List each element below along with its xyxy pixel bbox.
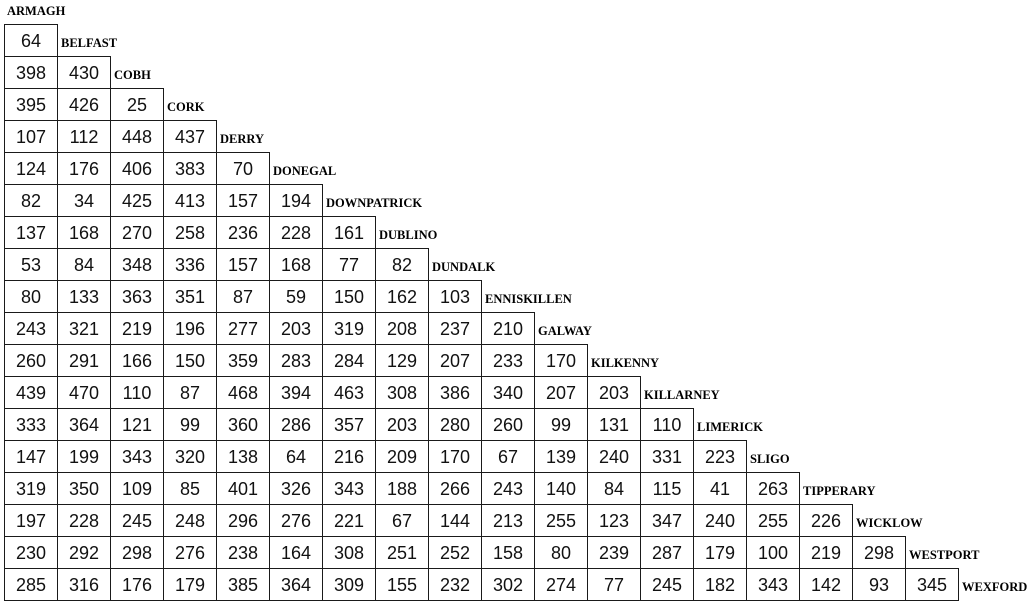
distance-cell-killarney-donegal: 394 [269,376,323,409]
distance-cell-cork-belfast: 426 [57,88,111,121]
city-label-killarney: KILLARNEY [644,388,720,402]
city-label-donegal: DONEGAL [273,164,337,178]
city-label-enniskillen: ENNISKILLEN [485,292,572,306]
distance-cell-galway-dundalk: 237 [428,312,482,345]
city-label-cobh: COBH [114,68,151,82]
distance-cell-killarney-armagh: 439 [4,376,58,409]
distance-cell-wicklow-sligo: 255 [746,504,800,537]
distance-cell-limerick-dundalk: 280 [428,408,482,441]
distance-cell-limerick-killarney: 110 [640,408,694,441]
distance-cell-wexford-armagh: 285 [4,568,58,601]
distance-cell-killarney-belfast: 470 [57,376,111,409]
distance-cell-westport-armagh: 230 [4,536,58,569]
distance-cell-westport-enniskillen: 158 [481,536,535,569]
city-label-dublino: DUBLINO [379,228,438,242]
distance-cell-kilkenny-dublino: 129 [375,344,429,377]
distance-cell-wicklow-dublino: 67 [375,504,429,537]
distance-cell-limerick-derry: 360 [216,408,270,441]
distance-cell-enniskillen-dundalk: 103 [428,280,482,313]
distance-cell-cork-cobh: 25 [110,88,164,121]
distance-cell-wicklow-tipperary: 226 [799,504,853,537]
distance-cell-donegal-belfast: 176 [57,152,111,185]
distance-cell-limerick-downpatrick: 357 [322,408,376,441]
distance-cell-wexford-dublino: 155 [375,568,429,601]
distance-cell-wexford-limerick: 182 [693,568,747,601]
distance-cell-cork-armagh: 395 [4,88,58,121]
city-label-cork: CORK [167,100,205,114]
distance-cell-belfast-armagh: 64 [4,24,58,57]
distance-cell-galway-downpatrick: 319 [322,312,376,345]
distance-cell-wicklow-limerick: 240 [693,504,747,537]
distance-cell-wexford-kilkenny: 77 [587,568,641,601]
distance-cell-sligo-galway: 139 [534,440,588,473]
distance-cell-westport-wicklow: 298 [852,536,906,569]
distance-cell-enniskillen-dublino: 162 [375,280,429,313]
distance-cell-kilkenny-enniskillen: 233 [481,344,535,377]
distance-cell-downpatrick-cork: 413 [163,184,217,217]
distance-cell-tipperary-donegal: 326 [269,472,323,505]
city-label-derry: DERRY [220,132,265,146]
distance-cell-westport-limerick: 179 [693,536,747,569]
city-label-wexford: WEXFORD [962,580,1028,594]
distance-cell-wexford-dundalk: 232 [428,568,482,601]
distance-cell-limerick-enniskillen: 260 [481,408,535,441]
distance-cell-kilkenny-donegal: 283 [269,344,323,377]
distance-cell-limerick-donegal: 286 [269,408,323,441]
distance-cell-downpatrick-belfast: 34 [57,184,111,217]
distance-cell-westport-killarney: 287 [640,536,694,569]
distance-cell-downpatrick-armagh: 82 [4,184,58,217]
distance-cell-wexford-galway: 274 [534,568,588,601]
city-label-westport: WESTPORT [909,548,980,562]
distance-cell-tipperary-killarney: 115 [640,472,694,505]
city-label-tipperary: TIPPERARY [803,484,876,498]
distance-cell-sligo-cobh: 343 [110,440,164,473]
distance-cell-wicklow-cork: 248 [163,504,217,537]
distance-cell-sligo-dublino: 209 [375,440,429,473]
distance-cell-enniskillen-belfast: 133 [57,280,111,313]
distance-cell-kilkenny-belfast: 291 [57,344,111,377]
distance-cell-limerick-belfast: 364 [57,408,111,441]
distance-cell-downpatrick-cobh: 425 [110,184,164,217]
distance-cell-wicklow-killarney: 347 [640,504,694,537]
distance-cell-dundalk-downpatrick: 77 [322,248,376,281]
city-label-galway: GALWAY [538,324,592,338]
distance-cell-derry-belfast: 112 [57,120,111,153]
distance-cell-dundalk-cork: 336 [163,248,217,281]
distance-cell-wicklow-dundalk: 144 [428,504,482,537]
distance-cell-westport-sligo: 100 [746,536,800,569]
distance-cell-tipperary-downpatrick: 343 [322,472,376,505]
distance-cell-enniskillen-derry: 87 [216,280,270,313]
distance-cell-sligo-derry: 138 [216,440,270,473]
distance-cell-sligo-enniskillen: 67 [481,440,535,473]
distance-cell-cobh-belfast: 430 [57,56,111,89]
distance-cell-wexford-donegal: 364 [269,568,323,601]
distance-cell-wicklow-donegal: 276 [269,504,323,537]
distance-cell-dundalk-derry: 157 [216,248,270,281]
distance-cell-wexford-cork: 179 [163,568,217,601]
distance-cell-killarney-cobh: 110 [110,376,164,409]
distance-cell-wexford-sligo: 343 [746,568,800,601]
distance-cell-wicklow-enniskillen: 213 [481,504,535,537]
distance-cell-limerick-cobh: 121 [110,408,164,441]
distance-cell-enniskillen-donegal: 59 [269,280,323,313]
city-label-kilkenny: KILKENNY [591,356,660,370]
distance-cell-galway-belfast: 321 [57,312,111,345]
distance-cell-westport-derry: 238 [216,536,270,569]
distance-cell-tipperary-derry: 401 [216,472,270,505]
distance-cell-enniskillen-downpatrick: 150 [322,280,376,313]
distance-cell-tipperary-cobh: 109 [110,472,164,505]
distance-cell-dublino-cobh: 270 [110,216,164,249]
city-label-dundalk: DUNDALK [432,260,496,274]
distance-cell-enniskillen-cobh: 363 [110,280,164,313]
city-label-downpatrick: DOWNPATRICK [326,196,423,210]
distance-cell-dundalk-armagh: 53 [4,248,58,281]
distance-cell-sligo-armagh: 147 [4,440,58,473]
distance-cell-limerick-kilkenny: 131 [587,408,641,441]
distance-cell-tipperary-sligo: 263 [746,472,800,505]
distance-cell-limerick-cork: 99 [163,408,217,441]
distance-cell-wexford-cobh: 176 [110,568,164,601]
distance-cell-wicklow-derry: 296 [216,504,270,537]
distance-cell-westport-dublino: 251 [375,536,429,569]
distance-cell-westport-dundalk: 252 [428,536,482,569]
city-label-wicklow: WICKLOW [856,516,923,530]
distance-cell-dublino-armagh: 137 [4,216,58,249]
distance-cell-killarney-galway: 207 [534,376,588,409]
distance-cell-killarney-dundalk: 386 [428,376,482,409]
distance-cell-sligo-cork: 320 [163,440,217,473]
distance-cell-dublino-cork: 258 [163,216,217,249]
distance-cell-westport-galway: 80 [534,536,588,569]
distance-cell-kilkenny-cobh: 166 [110,344,164,377]
distance-cell-donegal-armagh: 124 [4,152,58,185]
distance-cell-galway-cobh: 219 [110,312,164,345]
distance-cell-limerick-armagh: 333 [4,408,58,441]
city-label-sligo: SLIGO [750,452,790,466]
distance-cell-killarney-dublino: 308 [375,376,429,409]
distance-cell-dublino-belfast: 168 [57,216,111,249]
distance-cell-dundalk-cobh: 348 [110,248,164,281]
distance-cell-westport-donegal: 164 [269,536,323,569]
distance-cell-dundalk-belfast: 84 [57,248,111,281]
distance-cell-derry-cobh: 448 [110,120,164,153]
distance-cell-wexford-derry: 385 [216,568,270,601]
distance-cell-tipperary-belfast: 350 [57,472,111,505]
city-label-armagh: ARMAGH [7,4,66,18]
distance-cell-westport-tipperary: 219 [799,536,853,569]
distance-cell-dublino-downpatrick: 161 [322,216,376,249]
distance-cell-wicklow-belfast: 228 [57,504,111,537]
distance-cell-kilkenny-derry: 359 [216,344,270,377]
distance-cell-tipperary-enniskillen: 243 [481,472,535,505]
distance-cell-enniskillen-cork: 351 [163,280,217,313]
distance-cell-wexford-tipperary: 142 [799,568,853,601]
distance-cell-donegal-cobh: 406 [110,152,164,185]
distance-cell-sligo-kilkenny: 240 [587,440,641,473]
distance-cell-killarney-kilkenny: 203 [587,376,641,409]
distance-cell-enniskillen-armagh: 80 [4,280,58,313]
distance-cell-sligo-belfast: 199 [57,440,111,473]
distance-cell-wicklow-kilkenny: 123 [587,504,641,537]
distance-cell-tipperary-cork: 85 [163,472,217,505]
city-label-belfast: BELFAST [61,36,118,50]
distance-cell-kilkenny-galway: 170 [534,344,588,377]
distance-cell-sligo-downpatrick: 216 [322,440,376,473]
distance-cell-killarney-cork: 87 [163,376,217,409]
distance-cell-tipperary-galway: 140 [534,472,588,505]
distance-cell-tipperary-armagh: 319 [4,472,58,505]
distance-cell-limerick-dublino: 203 [375,408,429,441]
distance-cell-dundalk-donegal: 168 [269,248,323,281]
distance-cell-wexford-westport: 345 [905,568,959,601]
distance-cell-derry-cork: 437 [163,120,217,153]
distance-cell-dublino-derry: 236 [216,216,270,249]
distance-cell-dublino-donegal: 228 [269,216,323,249]
distance-cell-wexford-belfast: 316 [57,568,111,601]
distance-cell-westport-belfast: 292 [57,536,111,569]
city-label-limerick: LIMERICK [697,420,763,434]
distance-cell-tipperary-limerick: 41 [693,472,747,505]
distance-cell-tipperary-dundalk: 266 [428,472,482,505]
distance-cell-galway-armagh: 243 [4,312,58,345]
distance-cell-kilkenny-downpatrick: 284 [322,344,376,377]
distance-cell-wicklow-armagh: 197 [4,504,58,537]
distance-cell-kilkenny-cork: 150 [163,344,217,377]
distance-cell-downpatrick-derry: 157 [216,184,270,217]
distance-cell-limerick-galway: 99 [534,408,588,441]
distance-cell-galway-dublino: 208 [375,312,429,345]
distance-cell-killarney-enniskillen: 340 [481,376,535,409]
distance-cell-westport-cobh: 298 [110,536,164,569]
distance-cell-galway-donegal: 203 [269,312,323,345]
distance-cell-downpatrick-donegal: 194 [269,184,323,217]
distance-cell-sligo-donegal: 64 [269,440,323,473]
distance-cell-wexford-killarney: 245 [640,568,694,601]
distance-cell-killarney-downpatrick: 463 [322,376,376,409]
distance-cell-derry-armagh: 107 [4,120,58,153]
distance-cell-sligo-dundalk: 170 [428,440,482,473]
distance-cell-wexford-enniskillen: 302 [481,568,535,601]
distance-cell-galway-derry: 277 [216,312,270,345]
distance-cell-galway-cork: 196 [163,312,217,345]
distance-cell-donegal-derry: 70 [216,152,270,185]
distance-cell-westport-downpatrick: 308 [322,536,376,569]
distance-cell-cobh-armagh: 398 [4,56,58,89]
distance-cell-donegal-cork: 383 [163,152,217,185]
distance-cell-wexford-wicklow: 93 [852,568,906,601]
distance-cell-tipperary-dublino: 188 [375,472,429,505]
distance-cell-wicklow-galway: 255 [534,504,588,537]
distance-cell-wicklow-downpatrick: 221 [322,504,376,537]
distance-cell-wexford-downpatrick: 309 [322,568,376,601]
distance-cell-dundalk-dublino: 82 [375,248,429,281]
distance-cell-kilkenny-armagh: 260 [4,344,58,377]
distance-cell-sligo-limerick: 223 [693,440,747,473]
distance-cell-galway-enniskillen: 210 [481,312,535,345]
distance-cell-kilkenny-dundalk: 207 [428,344,482,377]
distance-cell-westport-cork: 276 [163,536,217,569]
distance-cell-sligo-killarney: 331 [640,440,694,473]
distance-cell-killarney-derry: 468 [216,376,270,409]
distance-cell-wicklow-cobh: 245 [110,504,164,537]
distance-cell-westport-kilkenny: 239 [587,536,641,569]
distance-cell-tipperary-kilkenny: 84 [587,472,641,505]
